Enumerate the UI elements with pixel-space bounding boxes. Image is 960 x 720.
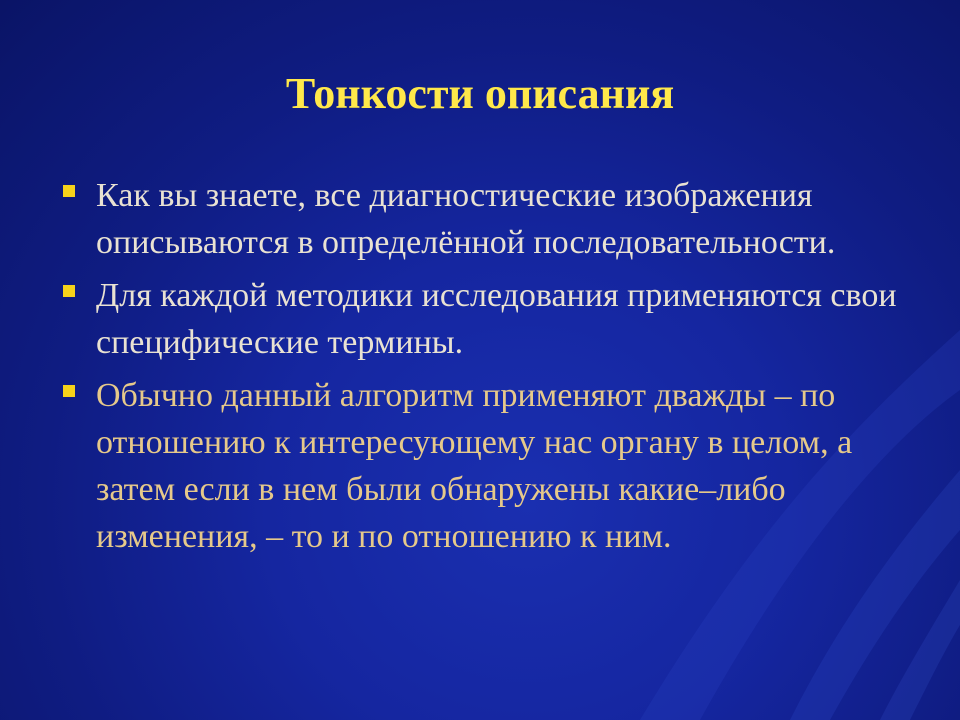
bullet-text: Как вы знаете, все диагностические изображения описываются в определённой последовательности.: [96, 177, 836, 261]
square-bullet-icon: [63, 385, 75, 397]
bullet-list: [60, 172, 920, 566]
bullet-text: Обычно данный алгоритм применяют дважды – по отношению к интересующему нас органу в целом, а затем если в нем были обнаружены какие–либо изменения, – то и по отношению к ним.: [96, 377, 853, 555]
square-bullet-icon: [63, 285, 75, 297]
square-bullet-icon: [63, 185, 75, 197]
bullet-item: [60, 172, 920, 266]
bullet-item: [60, 272, 920, 366]
bullet-text: Для каждой методики исследования применяются свои специфические термины.: [96, 277, 897, 361]
slide-title: Тонкости описания: [285, 69, 675, 118]
bullet-item: [60, 372, 920, 560]
